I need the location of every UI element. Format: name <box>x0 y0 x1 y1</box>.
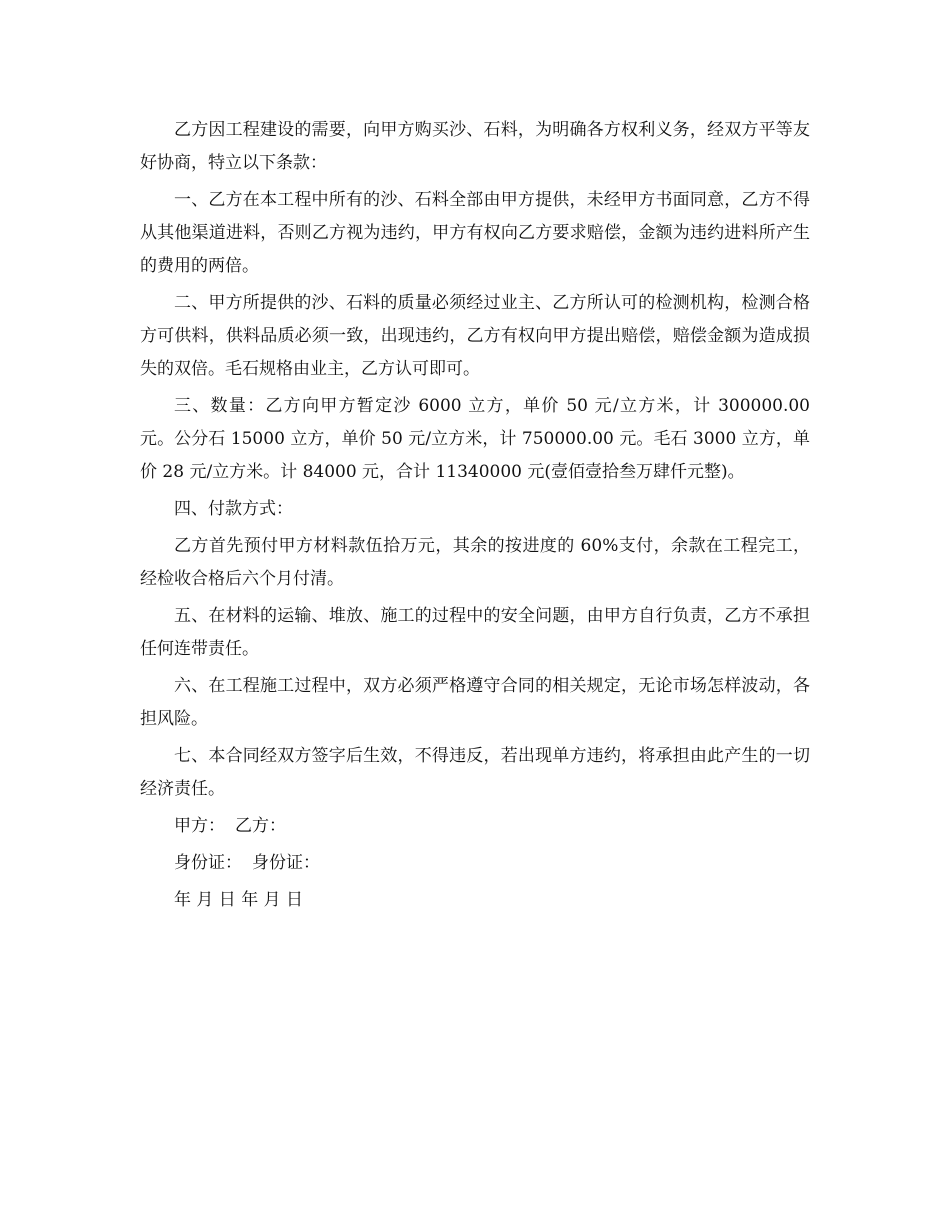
contract-body <box>140 114 810 921</box>
party-a-label: 甲方： <box>174 816 225 836</box>
id-a-label: 身份证： <box>174 853 242 873</box>
clause-3-paragraph: 三、数量：乙方向甲方暂定沙 6000 立方，单价 50 元/立方米，计 300000.00 元。公分石 15000 立方，单价 50 元/立方米，计 750000.00 元。毛石 3000 立方，单价 28 元/立方米。计 84000 元，合计 11340000 元(壹佰壹拾叁万肆仟元整)。 <box>140 396 810 482</box>
signature-id-line <box>140 847 810 880</box>
signature-party-line <box>140 810 810 843</box>
clause-5-paragraph: 五、在材料的运输、堆放、施工的过程中的安全问题，由甲方自行负责，乙方不承担任何连带责任。 <box>140 606 810 659</box>
clause-2-paragraph: 二、甲方所提供的沙、石料的质量必须经过业主、乙方所认可的检测机构，检测合格方可供料，供料品质必须一致，出现违约，乙方有权向甲方提出赔偿，赔偿金额为造成损失的双倍。毛石规格由业主，乙方认可即可。 <box>140 293 810 379</box>
date-b: 年 月 日 <box>241 890 304 910</box>
clause-6-paragraph: 六、在工程施工过程中，双方必须严格遵守合同的相关规定，无论市场怎样波动，各担风险。 <box>140 676 810 729</box>
clause-1-paragraph: 一、乙方在本工程中所有的沙、石料全部由甲方提供，未经甲方书面同意，乙方不得从其他渠道进料，否则乙方视为违约，甲方有权向乙方要求赔偿，金额为违约进料所产生的费用的两倍。 <box>140 190 810 276</box>
signature-date-line <box>140 884 810 917</box>
clause-4-heading: 四、付款方式： <box>174 499 293 519</box>
clause-7-paragraph: 七、本合同经双方签字后生效，不得违反，若出现单方违约，将承担由此产生的一切经济责任。 <box>140 746 810 799</box>
preamble-paragraph: 乙方因工程建设的需要，向甲方购买沙、石料，为明确各方权利义务，经双方平等友好协商，特立以下条款： <box>140 120 810 173</box>
clause-4-paragraph: 乙方首先预付甲方材料款伍拾万元，其余的按进度的 60%支付，余款在工程完工，经检收合格后六个月付清。 <box>140 536 810 589</box>
id-b-label: 身份证： <box>252 853 320 873</box>
party-b-label: 乙方： <box>235 816 286 836</box>
date-a: 年 月 日 <box>174 890 236 910</box>
